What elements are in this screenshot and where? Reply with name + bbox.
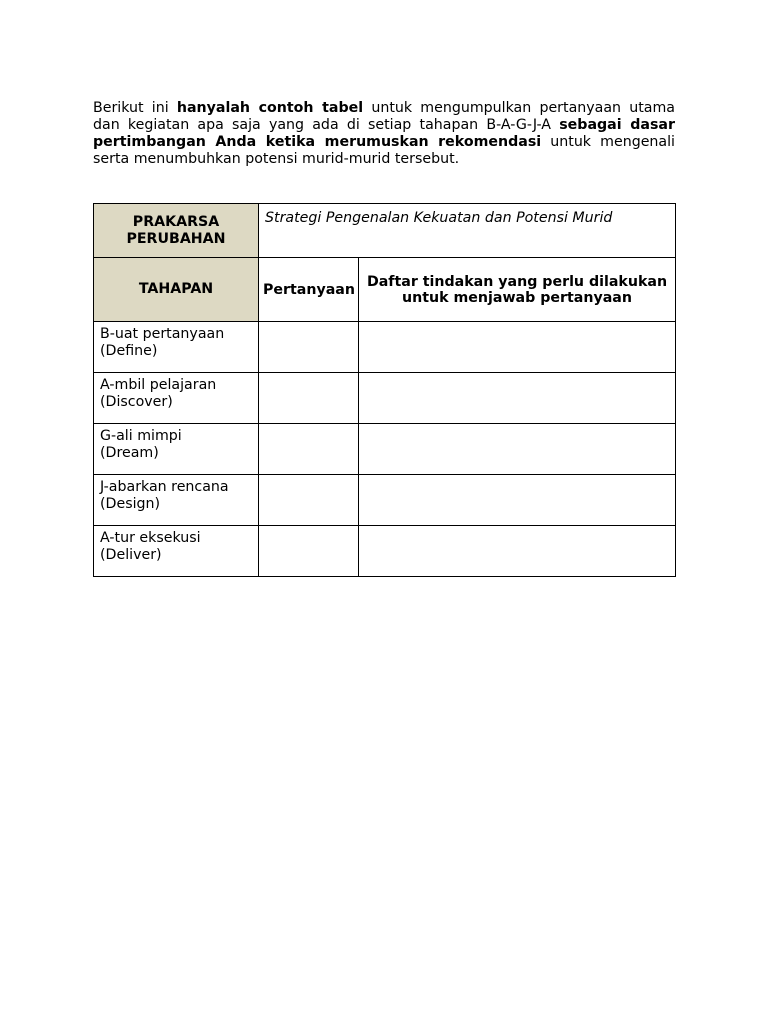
table-row-prakarsa: [94, 204, 676, 258]
tahapan-label: TAHAPAN: [138, 281, 214, 297]
strategy-cell: [259, 204, 676, 258]
intro-text-3: untuk mengenali serta menumbuhkan potensi murid-murid tersebut.: [93, 134, 675, 168]
daftar-input-cell[interactable]: [359, 526, 676, 577]
bagja-table: [93, 203, 676, 577]
pertanyaan-input-cell[interactable]: [259, 373, 359, 424]
pertanyaan-label: Pertanyaan: [263, 281, 355, 298]
table-row: [94, 322, 676, 373]
table-row: [94, 475, 676, 526]
pertanyaan-input-cell[interactable]: [259, 526, 359, 577]
stage-cell: [94, 322, 259, 373]
pertanyaan-input-cell[interactable]: [259, 424, 359, 475]
pertanyaan-input-cell[interactable]: [259, 475, 359, 526]
stage-cell: [94, 373, 259, 424]
stage-cell: [94, 526, 259, 577]
prakarsa-label: PRAKARSA PERUBAHAN: [126, 213, 226, 247]
strategy-title: Strategi Pengenalan Kekuatan dan Potensi Murid: [265, 210, 613, 226]
tahapan-header-cell: [94, 258, 259, 322]
stage-name: A-mbil pelajaran: [100, 377, 217, 393]
stage-english: (Discover): [100, 394, 173, 410]
intro-text-2: untuk mengumpulkan pertanyaan utama dan kegiatan apa saja yang ada di setiap tahapan B-A-G-J-A: [93, 100, 675, 134]
intro-paragraph: [93, 100, 675, 168]
pertanyaan-header-cell: [259, 258, 359, 322]
intro-bold-2: sebagai dasar pertimbangan Anda ketika merumuskan rekomendasi: [93, 117, 676, 151]
stage-cell: [94, 475, 259, 526]
pertanyaan-input-cell[interactable]: [259, 322, 359, 373]
stage-name: B-uat pertanyaan: [100, 326, 225, 342]
daftar-header-cell: [359, 258, 676, 322]
table-row: [94, 526, 676, 577]
stage-english: (Design): [100, 496, 161, 512]
intro-text-1: Berikut ini: [93, 100, 177, 117]
daftar-input-cell[interactable]: [359, 373, 676, 424]
daftar-input-cell[interactable]: [359, 424, 676, 475]
table-row: [94, 424, 676, 475]
daftar-label: Daftar tindakan yang perlu dilakukan untuk menjawab pertanyaan: [366, 273, 668, 306]
stage-name: G-ali mimpi: [100, 428, 182, 444]
stage-english: (Define): [100, 343, 158, 359]
table-row: [94, 373, 676, 424]
stage-english: (Dream): [100, 445, 159, 461]
daftar-input-cell[interactable]: [359, 475, 676, 526]
stage-cell: [94, 424, 259, 475]
prakarsa-header-cell: [94, 204, 259, 258]
stage-english: (Deliver): [100, 547, 162, 563]
table-row-header: [94, 258, 676, 322]
daftar-input-cell[interactable]: [359, 322, 676, 373]
stage-name: A-tur eksekusi: [100, 530, 201, 546]
intro-bold-1: hanyalah contoh tabel: [176, 100, 364, 117]
stage-name: J-abarkan rencana: [100, 479, 229, 495]
